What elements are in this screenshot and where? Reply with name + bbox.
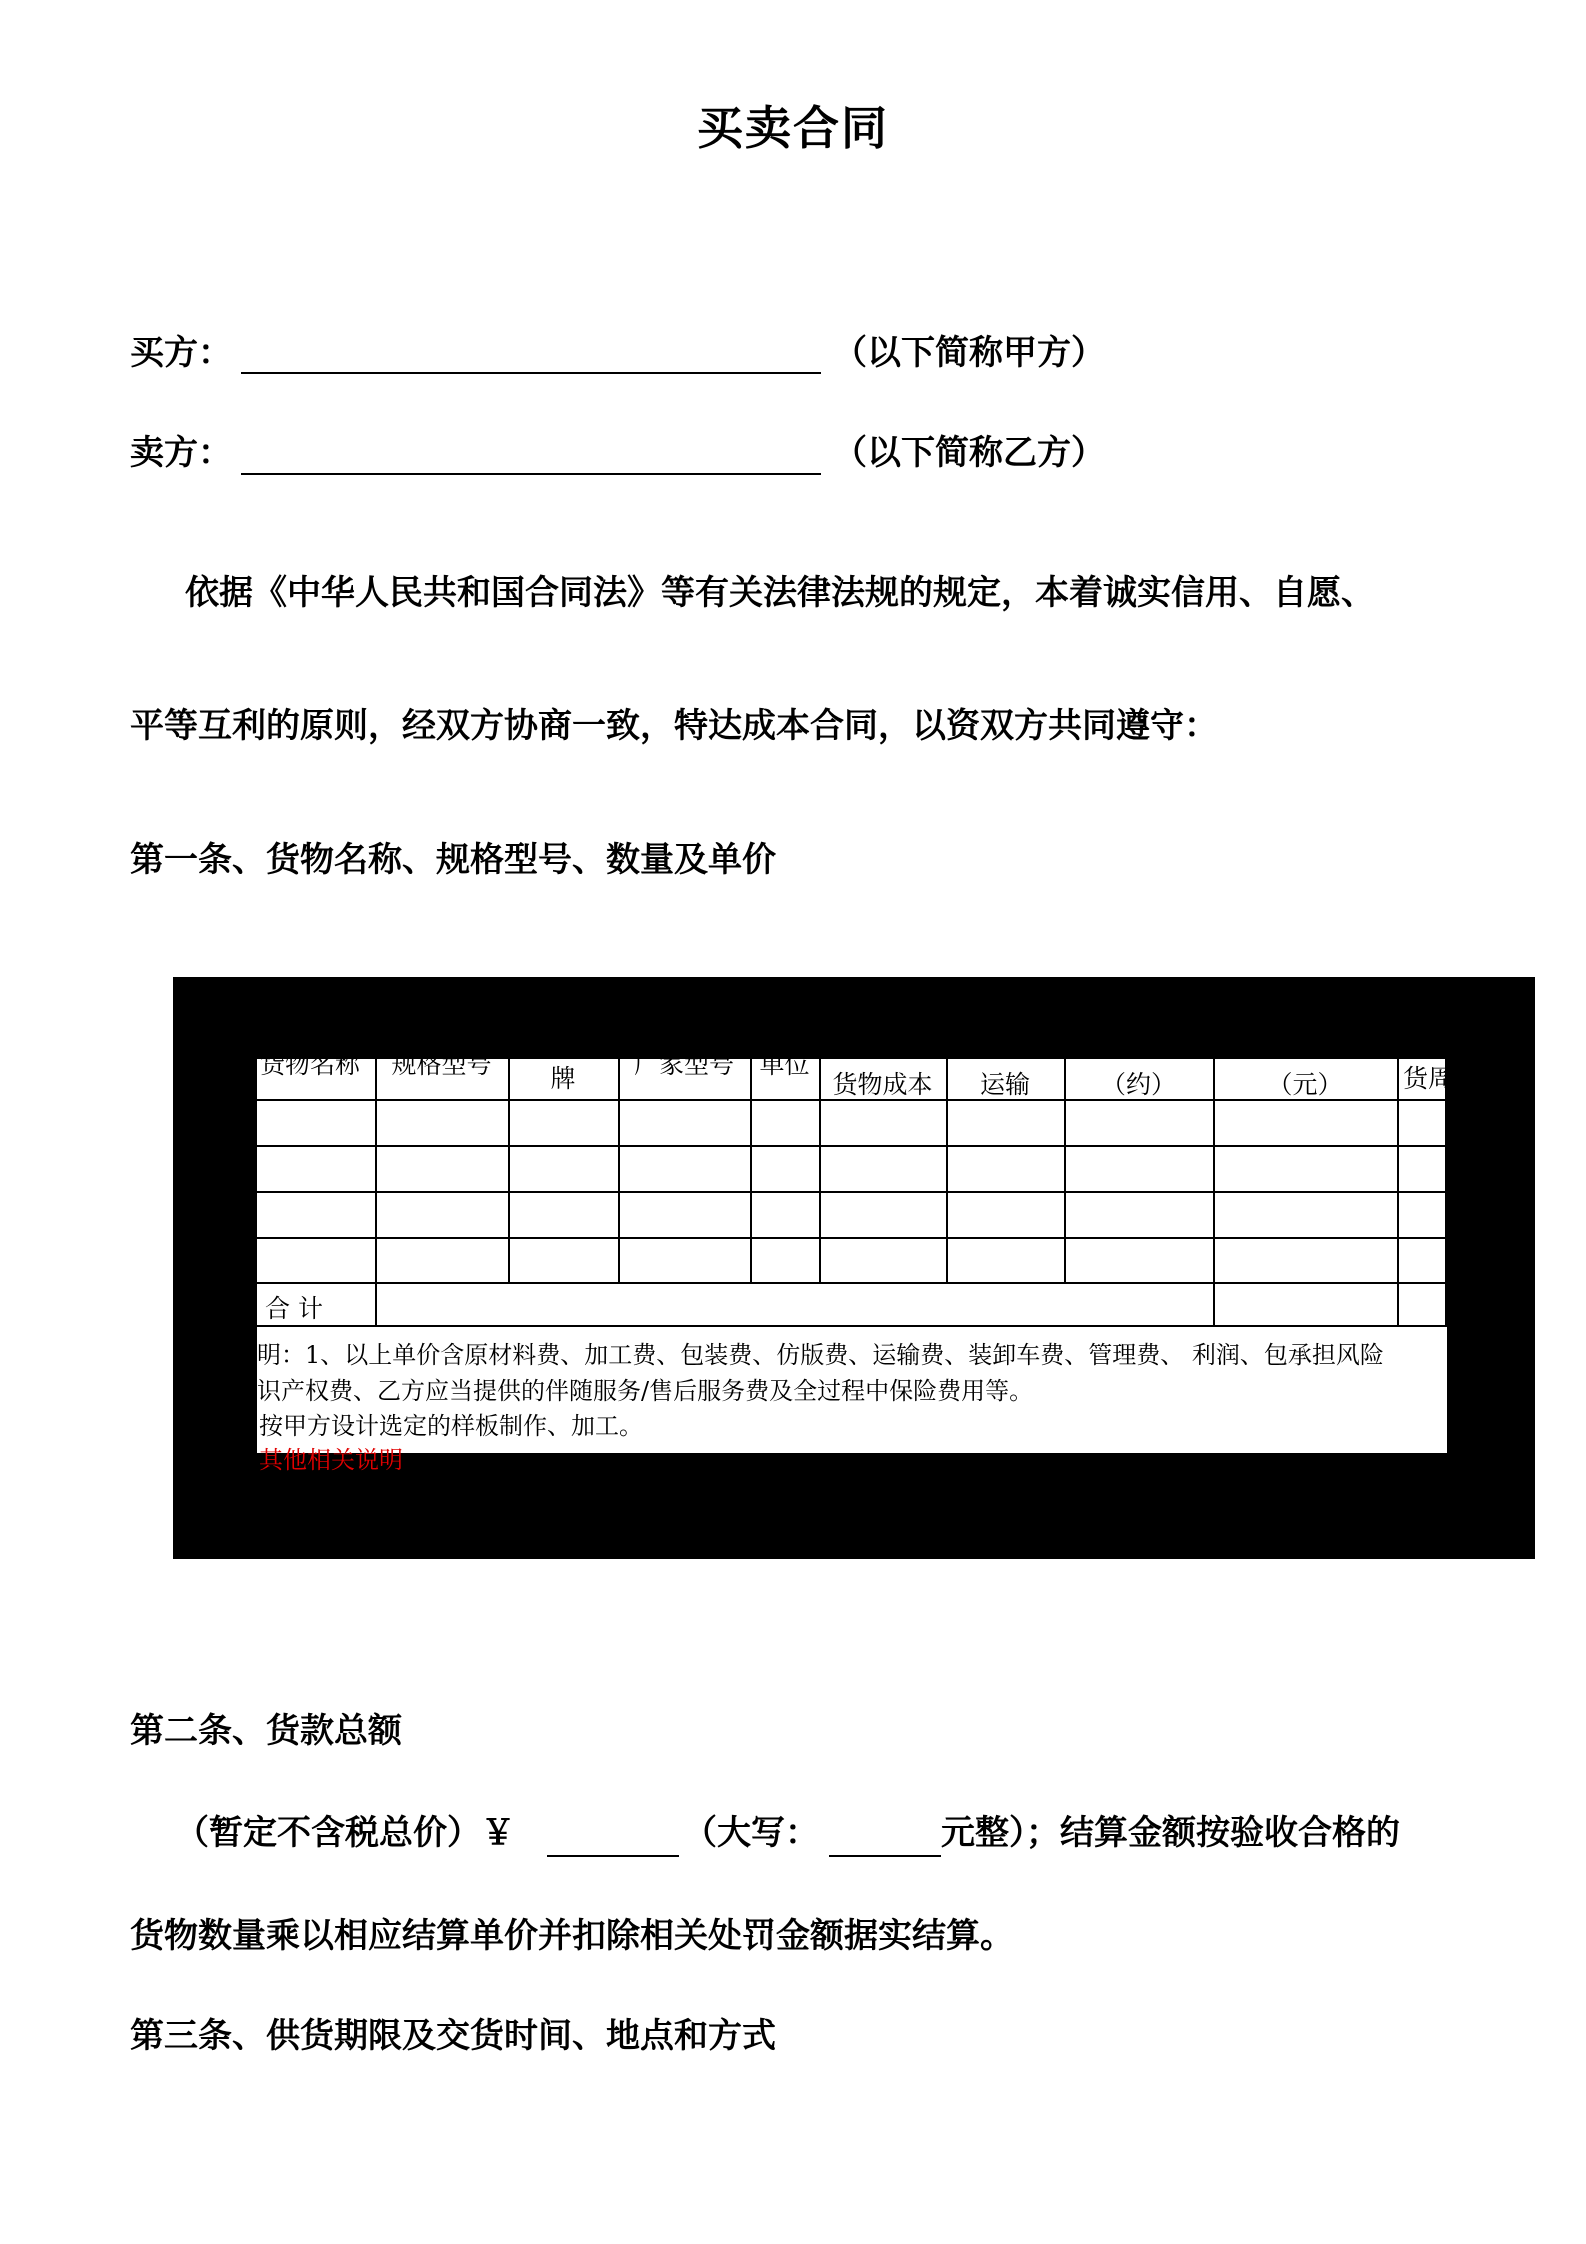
header-spec: 规格型号 [391, 1050, 492, 1079]
buyer-suffix: （以下简称甲方） [833, 333, 1105, 373]
buyer-label: 买方： [130, 333, 232, 373]
article-2-price-label: （暂定不含税总价）￥ [175, 1813, 515, 1853]
price-amount-blank[interactable] [547, 1855, 679, 1857]
header-brand: 牌 [550, 1064, 576, 1093]
header-maker-model: 厂家型号 [633, 1050, 734, 1079]
header-goods-name: 货物名称 [259, 1050, 360, 1079]
note-line-1: 明：1、以上单价含原材料费、加工费、包装费、仿版费、运输费、装卸车费、管理费、 利润、包承担风险 [257, 1341, 1384, 1369]
goods-table [257, 1050, 1454, 1474]
note-line-2: 识产权费、乙方应当提供的伴随服务/售后服务费及全过程中保险费用等。 [257, 1377, 1034, 1405]
note-line-3: 按甲方设计选定的样板制作、加工。 [259, 1412, 643, 1440]
intro-line-2: 平等互利的原则，经双方协商一致，特达成本合同，以资双方共同遵守： [130, 706, 1218, 746]
article-3-heading: 第三条、供货期限及交货时间、地点和方式 [130, 2016, 776, 2056]
seller-suffix: （以下简称乙方） [833, 433, 1105, 473]
seller-name-blank[interactable] [241, 473, 821, 475]
document-title: 买卖合同 [697, 101, 889, 155]
intro-line-1: 依据《中华人民共和国合同法》等有关法律法规的规定，本着诚实信用、自愿、 [185, 573, 1375, 613]
article-2-line-2: 货物数量乘以相应结算单价并扣除相关处罚金额据实结算。 [130, 1916, 1014, 1956]
article-2-capital-label: （大写： [683, 1813, 819, 1853]
header-cycle: 货周 [1403, 1064, 1454, 1093]
header-goods-cost: 货物成本 [832, 1070, 933, 1099]
note-line-4: 其他相关说明 [259, 1446, 403, 1474]
seller-label: 卖方： [130, 433, 232, 473]
header-unit: 单位 [759, 1050, 810, 1079]
article-2-heading: 第二条、货款总额 [130, 1711, 402, 1751]
header-approx: （约） [1100, 1070, 1176, 1099]
price-capital-blank[interactable] [829, 1855, 941, 1857]
goods-table-image [173, 977, 1535, 1559]
header-transport: 运输 [979, 1070, 1030, 1099]
buyer-name-blank[interactable] [241, 372, 821, 374]
article-2-settlement-text: 元整）；结算金额按验收合格的 [941, 1813, 1400, 1853]
header-yuan: （元） [1267, 1070, 1343, 1099]
total-label: 合 计 [265, 1294, 323, 1323]
article-1-heading: 第一条、货物名称、规格型号、数量及单价 [130, 840, 776, 880]
